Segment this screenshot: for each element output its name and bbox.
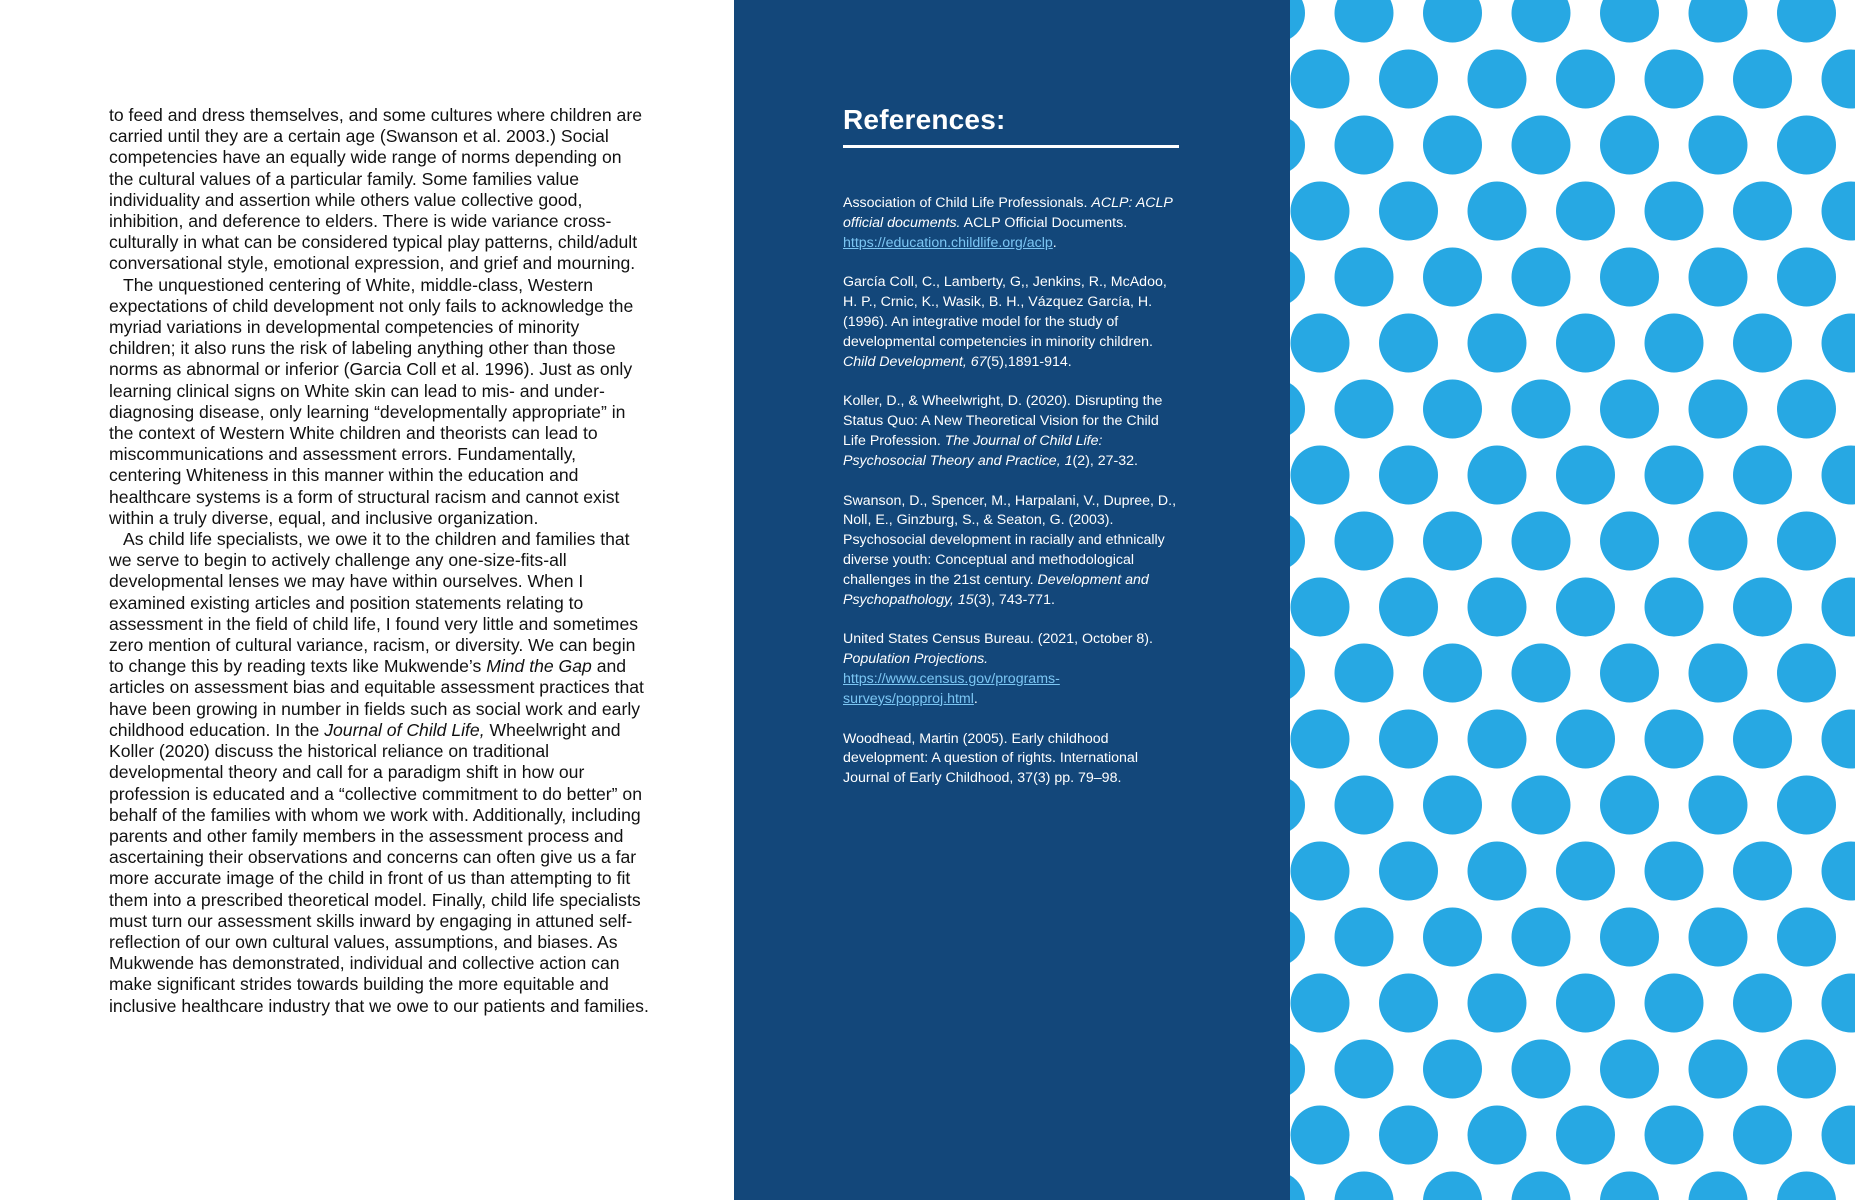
- polka-dot: [1556, 446, 1615, 505]
- polka-dot: [1290, 248, 1305, 307]
- polka-dot: [1600, 0, 1659, 43]
- polka-dot: [1777, 776, 1836, 835]
- italic-title: Child Development, 67: [843, 353, 987, 370]
- text-run: .: [1052, 234, 1057, 251]
- reference-link[interactable]: https://www.census.gov/programs-surveys/popproj.html: [843, 670, 1060, 707]
- polka-dot: [1379, 578, 1438, 637]
- polka-dot: [1822, 710, 1855, 769]
- body-paragraph: [109, 529, 649, 1017]
- polka-dot: [1777, 908, 1836, 967]
- polka-dot: [1645, 1106, 1704, 1165]
- polka-dot: [1290, 1040, 1305, 1099]
- polka-dot: [1291, 974, 1350, 1033]
- polka-dot: [1335, 1172, 1394, 1200]
- polka-dot: [1777, 0, 1836, 43]
- polka-dot: [1379, 50, 1438, 109]
- italic-title: Population Projections.: [843, 651, 989, 668]
- polka-dot: [1423, 1172, 1482, 1200]
- polka-dot: [1423, 776, 1482, 835]
- polka-dot: [1822, 1106, 1855, 1165]
- heading-divider: [843, 145, 1179, 148]
- polka-dot: [1600, 380, 1659, 439]
- italic-title: Development and Psychopathology, 15: [843, 571, 1149, 608]
- polka-dot: [1822, 974, 1855, 1033]
- polka-dot: [1423, 1040, 1482, 1099]
- polka-dot: [1733, 578, 1792, 637]
- polka-dot: [1733, 182, 1792, 241]
- text-run: The unquestioned centering of White, middle-class, Western expectations of child development not only fails to acknowledge the myriad variations in developmental competencies of minority children; it also runs the risk of labeling anything other than those norms as abnormal or inferior (Garcia Coll et al. 1996). Just as only learning clinical signs on White skin can lead to mis- and under-diagnosing disease, only learning “developmentally appropriate” in the context of Western White children and theorists can lead to miscommunications and assessment errors. Fundamentally, centering Whiteness in this manner within the education and healthcare systems is a form of structural racism and cannot exist within a truly diverse, equal, and inclusive organization.: [109, 274, 634, 528]
- polka-dot: [1777, 116, 1836, 175]
- polka-dot: [1468, 182, 1527, 241]
- polka-dot: [1556, 182, 1615, 241]
- polka-dot: [1645, 710, 1704, 769]
- references-heading: References:: [843, 104, 1006, 135]
- reference-entry: [843, 492, 1183, 611]
- text-run: .: [973, 690, 978, 707]
- polka-dot: [1423, 248, 1482, 307]
- polka-dot: [1689, 644, 1748, 703]
- text-run: Association of Child Life Professionals.: [843, 195, 1092, 211]
- italic-title: ACLP: ACLP official documents.: [843, 195, 1173, 231]
- polka-dot: [1600, 248, 1659, 307]
- references-panel: [734, 0, 1290, 1200]
- polka-dot: [1423, 116, 1482, 175]
- polka-dot: [1379, 1106, 1438, 1165]
- polka-dot: [1822, 578, 1855, 637]
- polka-dot: [1512, 644, 1571, 703]
- article-body: [109, 105, 649, 1017]
- polka-dot: [1733, 446, 1792, 505]
- polka-dot: [1291, 842, 1350, 901]
- polka-dot: [1379, 974, 1438, 1033]
- reference-entry: [843, 194, 1183, 253]
- text-run: García Coll, C., Lamberty, G,, Jenkins, R., McAdoo, H. P., Crnic, K., Wasik, B. H., Vázquez García, H. (1996). An integrative model for the study of developmental competencies in minority children.: [843, 274, 1167, 350]
- polka-dot: [1291, 710, 1350, 769]
- polka-dot: [1512, 908, 1571, 967]
- polka-dot: [1689, 116, 1748, 175]
- italic-title: Mind the Gap: [486, 656, 592, 677]
- polka-dot: [1556, 578, 1615, 637]
- polka-dot: [1556, 974, 1615, 1033]
- polka-dot: [1600, 908, 1659, 967]
- polka-dot: [1733, 50, 1792, 109]
- italic-title: The Journal of Child Life: Psychosocial Theory and Practice, 1: [843, 432, 1103, 469]
- polka-dot: [1512, 776, 1571, 835]
- polka-dot-pattern: [1290, 0, 1855, 1200]
- text-run: Wheelwright and Koller (2020) discuss the historical reliance on traditional developmental theory and call for a paradigm shift in how our profession is educated and a “collective commitment to do better” on behalf of the families with whom we work with. Additionally, including parents and other family members in the assessment process and ascertaining their observations and concerns can often give us a far more accurate image of the child in front of us than attempting to fit them into a prescribed theoretical model. Finally, child life specialists must turn our assessment skills inward by engaging in attuned self-reflection of our own cultural values, assumptions, and biases. As Mukwende has demonstrated, individual and collective action can make significant strides towards building the more equitable and inclusive healthcare industry that we owe to our patients and families.: [109, 719, 649, 1016]
- polka-dot: [1423, 0, 1482, 43]
- polka-dot: [1423, 512, 1482, 571]
- body-paragraph: [109, 275, 649, 529]
- polka-dot: [1290, 908, 1305, 967]
- polka-dot: [1689, 380, 1748, 439]
- polka-dot: [1335, 776, 1394, 835]
- text-run: Woodhead, Martin (2005). Early childhood development: A question of rights. International Journal of Early Childhood, 37(3) pp. 79–98.: [843, 730, 1138, 787]
- polka-dot: [1733, 974, 1792, 1033]
- text-run: (5),1891-914.: [986, 353, 1072, 370]
- text-run: United States Census Bureau. (2021, October 8).: [843, 631, 1153, 648]
- polka-dot: [1822, 314, 1855, 373]
- polka-dot: [1468, 710, 1527, 769]
- polka-dot: [1733, 314, 1792, 373]
- polka-dot: [1822, 446, 1855, 505]
- polka-dot: [1645, 182, 1704, 241]
- polka-dot: [1468, 578, 1527, 637]
- polka-dot: [1600, 512, 1659, 571]
- reference-entry: [843, 630, 1183, 709]
- polka-dot: [1291, 1106, 1350, 1165]
- polka-dot: [1777, 380, 1836, 439]
- polka-dot: [1733, 842, 1792, 901]
- polka-dot: [1379, 314, 1438, 373]
- polka-dot: [1556, 50, 1615, 109]
- polka-dot: [1335, 380, 1394, 439]
- polka-dot: [1290, 776, 1305, 835]
- polka-dot: [1291, 578, 1350, 637]
- polka-dot: [1335, 0, 1394, 43]
- polka-dot: [1822, 50, 1855, 109]
- text-run: and articles on assessment bias and equitable assessment practices that have been growing in number in fields such as social work and early childhood education. In the: [109, 656, 644, 740]
- polka-dot: [1379, 182, 1438, 241]
- polka-dot: [1512, 1172, 1571, 1200]
- polka-dot: [1645, 50, 1704, 109]
- polka-dot: [1335, 116, 1394, 175]
- polka-dot: [1689, 776, 1748, 835]
- polka-dot: [1290, 116, 1305, 175]
- polka-dot: [1600, 116, 1659, 175]
- polka-dot: [1777, 248, 1836, 307]
- text-run: to feed and dress themselves, and some cultures where children are carried until they are a certain age (Swanson et al. 2003.) Social competencies have an equally wide range of norms depending on the cultural values of a particular family. Some families value individuality and assertion while others value collective good, inhibition, and deference to elders. There is wide variance cross-culturally in what can be considered typical play patterns, child/adult conversational style, emotional expression, and grief and mourning.: [109, 105, 642, 274]
- polka-dot: [1335, 512, 1394, 571]
- text-run: As child life specialists, we owe it to the children and families that we serve to begin to actively challenge any one-size-fits-all developmental lenses we may have within ourselves. When I examined existing articles and position statements relating to assessment in the field of child life, I found very little and sometimes zero mention of cultural variance, racism, or diversity. We can begin to change this by reading texts like Mukwende’s: [109, 529, 639, 677]
- polka-dot: [1733, 1106, 1792, 1165]
- reference-entry: [843, 392, 1183, 471]
- polka-dot: [1689, 1172, 1748, 1200]
- polka-dot: [1600, 776, 1659, 835]
- left-page: [0, 0, 734, 1200]
- polka-dot: [1822, 182, 1855, 241]
- polka-dot: [1291, 50, 1350, 109]
- text-run: ACLP Official Documents.: [960, 214, 1128, 231]
- polka-dot: [1645, 974, 1704, 1033]
- polka-dot: [1556, 842, 1615, 901]
- polka-dot: [1556, 710, 1615, 769]
- body-paragraph: [109, 105, 649, 275]
- polka-dot: [1512, 1040, 1571, 1099]
- polka-dot: [1777, 512, 1836, 571]
- polka-dot: [1645, 314, 1704, 373]
- polka-dot: [1290, 644, 1305, 703]
- polka-dot: [1468, 842, 1527, 901]
- polka-dot: [1689, 0, 1748, 43]
- polka-dot: [1379, 710, 1438, 769]
- polka-dot: [1822, 842, 1855, 901]
- polka-dot: [1423, 644, 1482, 703]
- text-run: (2), 27-32.: [1072, 452, 1138, 469]
- polka-dot: [1645, 446, 1704, 505]
- reference-entry: [843, 730, 1183, 789]
- polka-dot: [1468, 50, 1527, 109]
- text-run: Koller, D., & Wheelwright, D. (2020). Disrupting the Status Quo: A New Theoretical Vision for the Child Life Profession.: [843, 393, 1163, 449]
- polka-dot: [1777, 644, 1836, 703]
- polka-dot: [1423, 908, 1482, 967]
- polka-dot: [1777, 1172, 1836, 1200]
- polka-dot: [1290, 1172, 1305, 1200]
- reference-link[interactable]: https://education.childlife.org/aclp: [843, 234, 1053, 251]
- polka-dot: [1291, 314, 1350, 373]
- polka-dot: [1733, 710, 1792, 769]
- polka-dot: [1468, 1106, 1527, 1165]
- polka-dot: [1468, 446, 1527, 505]
- polka-dot: [1468, 974, 1527, 1033]
- polka-dot: [1512, 116, 1571, 175]
- polka-dot: [1512, 248, 1571, 307]
- polka-dot: [1645, 842, 1704, 901]
- polka-dot: [1512, 0, 1571, 43]
- polka-dot: [1600, 1040, 1659, 1099]
- polka-dot: [1777, 1040, 1836, 1099]
- polka-dot: [1512, 512, 1571, 571]
- polka-dot: [1335, 248, 1394, 307]
- text-run: (3), 743-771.: [973, 591, 1055, 608]
- italic-title: Journal of Child Life,: [324, 719, 485, 740]
- polka-dot: [1335, 1040, 1394, 1099]
- polka-dot: [1689, 512, 1748, 571]
- polka-dot: [1689, 248, 1748, 307]
- polka-dot: [1335, 644, 1394, 703]
- text-run: Swanson, D., Spencer, M., Harpalani, V., Dupree, D., Noll, E., Ginzburg, S., & Seaton, G. (2003). Psychosocial development in racially and ethnically diverse youth: Conceptual and methodological challenges in the 21st century.: [843, 492, 1177, 588]
- polka-dot: [1291, 182, 1350, 241]
- polka-dot: [1468, 314, 1527, 373]
- polka-dot: [1290, 512, 1305, 571]
- polka-dot: [1600, 644, 1659, 703]
- polka-dot: [1290, 380, 1305, 439]
- polka-dot-svg: [1290, 0, 1855, 1200]
- polka-dot: [1335, 908, 1394, 967]
- polka-dot: [1556, 1106, 1615, 1165]
- polka-dot: [1379, 446, 1438, 505]
- polka-dot: [1689, 1040, 1748, 1099]
- polka-dot: [1600, 1172, 1659, 1200]
- polka-dot: [1291, 446, 1350, 505]
- reference-entry: [843, 273, 1183, 372]
- polka-dot: [1689, 908, 1748, 967]
- references-list: [843, 194, 1183, 809]
- polka-dot: [1379, 842, 1438, 901]
- polka-dot: [1512, 380, 1571, 439]
- polka-dot: [1556, 314, 1615, 373]
- polka-dot: [1645, 578, 1704, 637]
- polka-dot: [1290, 0, 1305, 43]
- polka-dot: [1423, 380, 1482, 439]
